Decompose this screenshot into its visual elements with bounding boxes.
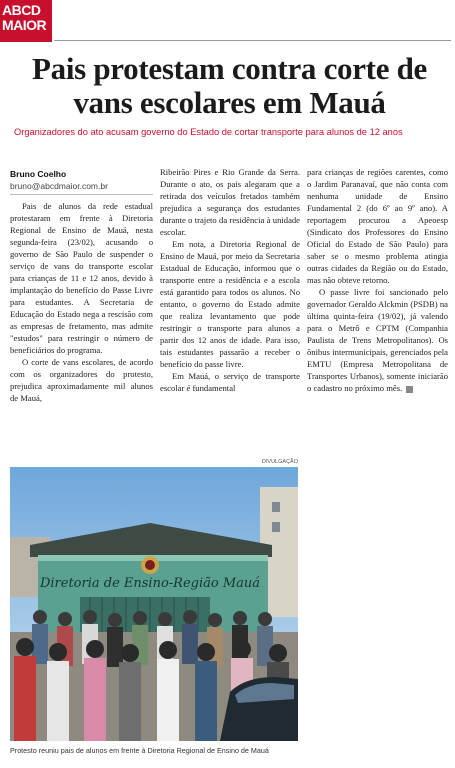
paragraph: Ribeirão Pires e Rio Grande da Serra. Durante o ato, os pais alegaram que a retirada dos veículos fretados também prejudica a segurança dos estudantes durante o trajeto da residência à unidade escolar.	[160, 167, 300, 237]
protest-photo-illustration	[10, 467, 298, 741]
paragraph: Em Mauá, o serviço de transporte escolar é fundamental	[160, 371, 300, 393]
photo-credit: DIVULGAÇÃO	[261, 459, 298, 465]
header-rule	[54, 40, 451, 41]
building-sign: Diretoria de Ensino-Região Mauá	[39, 576, 261, 591]
paragraph	[307, 286, 448, 394]
paragraph: Em nota, a Diretoria Regional de Ensino de Mauá, por meio da Secretaria Estadual de Educação, informou que o transporte entre a residência e a escola está garantido para todos os alunos. No entanto, o governo do Estado admite que realiza levantamento que pode restringir o transporte para alunos a partir dos 12 anos de idade. Para isso, tais estudantes passarão a receber o benefício do passe livre.	[160, 239, 300, 369]
article-subhead: Organizadores do ato acusam governo do Estado de cortar transporte para alunos de 12 anos	[14, 127, 403, 137]
brand-line2: MAIOR	[2, 17, 47, 33]
paragraph: O corte de vans escolares, de acordo com os organizadores do protesto, prejudica aproximadamente mil alunos de Mauá,	[10, 357, 153, 403]
paragraph: Pais de alunos da rede estadual protestaram em frente à Diretoria Regional de Ensino de Mauá, nesta segunda-feira (23/02), acusando o governo de São Paulo de suspender o serviço de vans do transporte escolar para crianças de 11 e 12 anos, devido à implantação do benefício do Passe Livre para estudantes. A Secretaria de Educação do Estado nega a rescisão com as empresas de fretamento, mas admite "estudos" para restringir o número de beneficiários do programa.	[10, 201, 153, 355]
author-name: Bruno Coelho	[10, 169, 67, 179]
author-email: bruno@abcdmaior.com.br	[10, 181, 108, 191]
article-column-3	[307, 166, 448, 394]
paragraph: para crianças de regiões carentes, como o Jardim Paranavaí, que não conta com nenhuma unidade de Ensino Fundamental 2 (do 6º ao 9º ano). A reportagem procurou a Apeoesp (Sindicato dos Professores do Ensino Oficial do Estado de São Paulo) para saber se o mesmo problema atingia outras cidades da Região ou do Estado, mas não obteve retorno.	[307, 167, 448, 285]
paragraph-text: O passe livre foi sancionado pelo governador Geraldo Alckmin (PSDB) na última quinta-feira (19/02), já valendo para o Metrô e CPTM (Companhia Paulista de Trens Metropolitanos). Os ônibus intermunicipais, gerenciados pela EMTU (Empresa Metropolitana de Transportes Urbanos), somente iniciarão o cadastro no próximo mês.	[307, 287, 448, 393]
article-column-1	[10, 200, 153, 404]
brand-logo	[0, 0, 52, 42]
byline-rule	[10, 194, 153, 195]
photo-caption: Protesto reuniu pais de alunos em frente à Diretoria Regional de Ensino de Mauá	[10, 746, 269, 755]
article-photo	[10, 467, 298, 741]
byline	[10, 168, 153, 192]
end-mark-icon	[406, 386, 413, 393]
brand-line1: ABCD	[2, 2, 41, 18]
article-headline: Pais protestam contra corte de vans escolares em Mauá	[31, 51, 428, 120]
article-column-2	[160, 166, 300, 394]
